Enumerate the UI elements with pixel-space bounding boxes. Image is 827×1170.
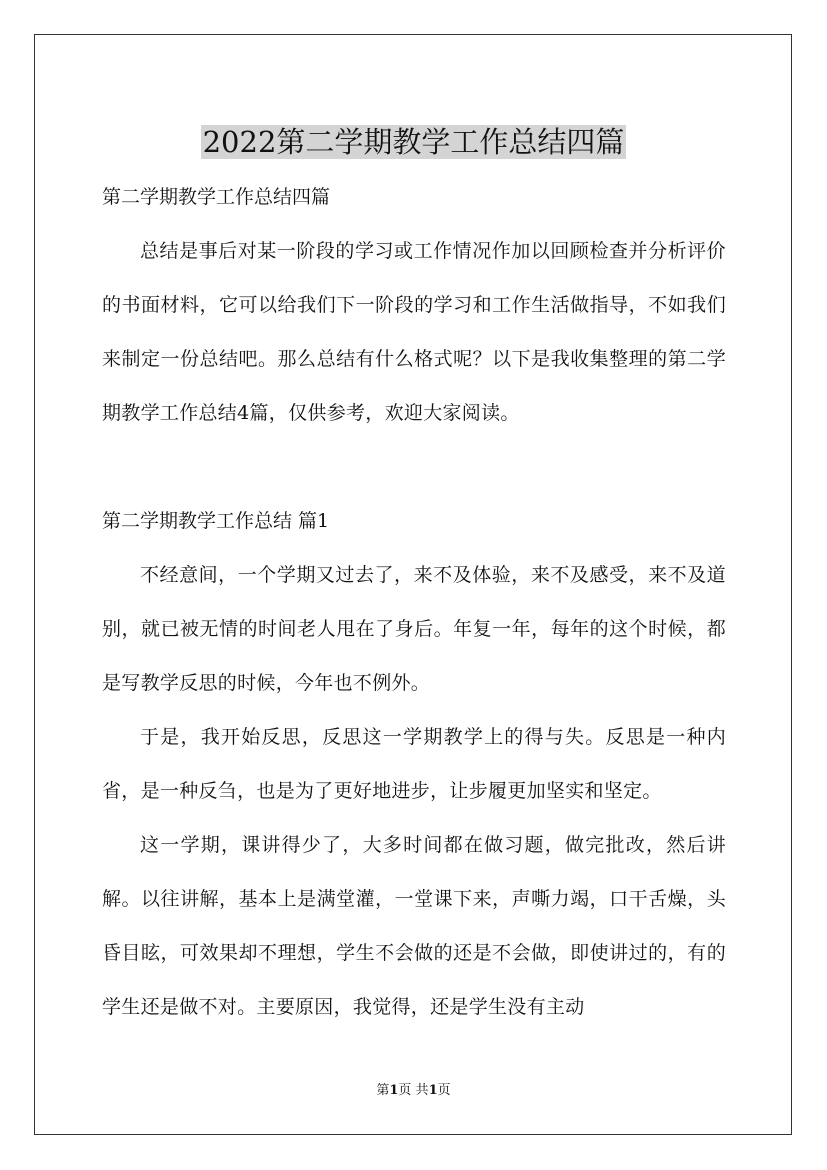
footer-mid: 页 共 [398, 1083, 429, 1098]
footer-page-total: 1 [428, 1083, 438, 1098]
document-title [0, 122, 827, 162]
footer-suffix: 页 [437, 1083, 451, 1098]
document-title-text: 2022第二学期教学工作总结四篇 [202, 125, 625, 160]
footer-prefix: 第 [376, 1083, 390, 1098]
section-spacer [102, 440, 726, 494]
section1-paragraph-2: 于是，我开始反思，反思这一学期教学上的得与失。反思是一种内省，是一种反刍，也是为了更好地进步，让步履更加坚实和坚定。 [102, 726, 726, 802]
section1-paragraph-3: 这一学期，课讲得少了，大多时间都在做习题，做完批改，然后讲解。以往讲解，基本上是满堂灌，一堂课下来，声嘶力竭，口干舌燥，头昏目眩，可效果却不理想，学生不会做的还是不会做，即使讲过的，有的学生还是做不对。主要原因，我觉得，还是学生没有主动 [102, 834, 726, 1018]
section1-heading: 第二学期教学工作总结 篇1 [102, 510, 330, 532]
intro-paragraph: 总结是事后对某一阶段的学习或工作情况作加以回顾检查并分析评价的书面材料，它可以给我们下一阶段的学习和工作生活做指导，不如我们来制定一份总结吧。那么总结有什么格式呢？以下是我收集整理的第二学期教学工作总结4篇，仅供参考，欢迎大家阅读。 [102, 240, 726, 424]
footer-page-current: 1 [389, 1083, 399, 1098]
page-footer [0, 1081, 827, 1101]
section1-paragraph-1: 不经意间，一个学期又过去了，来不及体验，来不及感受，来不及道别，就已被无情的时间老人甩在了身后。年复一年，每年的这个时候，都是写教学反思的时候，今年也不例外。 [102, 564, 726, 694]
document-body [102, 170, 726, 1034]
document-subtitle: 第二学期教学工作总结四篇 [102, 186, 331, 208]
